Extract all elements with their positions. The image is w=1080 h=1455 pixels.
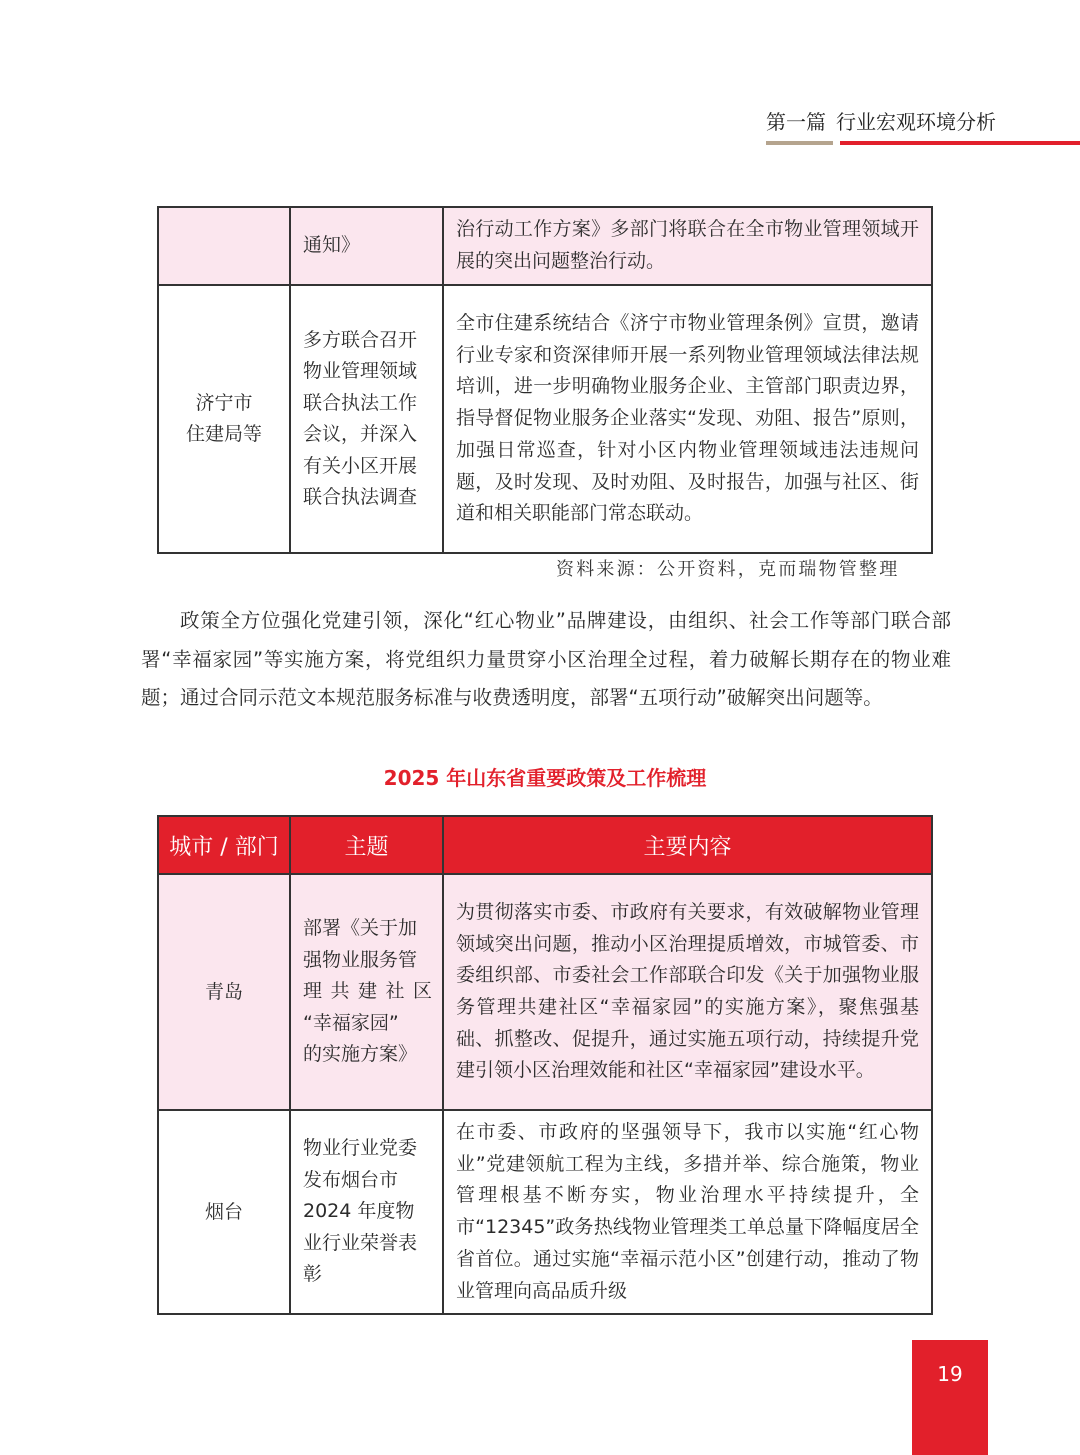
header-rule-red — [840, 141, 1080, 145]
content-cell: 为贯彻落实市委、市政府有关要求，有效破解物业管理领域突出问题，推动小区治理提质增效，市城管委、市委组织部、市委社会工作部联合印发《关于加强物业服务管理共建社区“幸福家园”的实施方案》，聚焦强基础、抓整改、促提升，通过实施五项行动，持续提升党建引领小区治理效能和社区“幸福家园”建设水平。 — [443, 874, 932, 1110]
source-note: 资料来源：公开资料，克而瑞物管整理 — [556, 559, 900, 580]
theme-line: 联合执法调查 — [303, 486, 418, 508]
city-cell: 青岛 — [158, 874, 290, 1110]
content-cell: 在市委、市政府的坚强领导下，我市以实施“红心物业”党建领航工程为主线，多措并举、综合施策，物业管理根基不断夯实，物业治理水平持续提升，全市“12345”政务热线物业管理类工单总量下降幅度居全省首位。通过实施“幸福示范小区”创建行动，推动了物业管理向高品质升级 — [443, 1110, 932, 1314]
page-number: 19 — [937, 1362, 963, 1386]
theme-line: 部署《关于加 — [303, 917, 418, 940]
theme-line: 的实施方案》 — [303, 1043, 418, 1066]
theme-cell: 通知》 — [290, 207, 443, 285]
table-title: 2025 年山东省重要政策及工作梳理 — [383, 766, 707, 790]
table-header-row — [158, 816, 932, 874]
theme-line: 会议，并深入 — [303, 423, 418, 445]
theme-line: 有关小区开展 — [303, 454, 418, 477]
theme-line: 物业行业党委 — [303, 1137, 418, 1160]
column-header-theme: 主题 — [290, 816, 443, 874]
theme-line: 强物业服务管 — [303, 948, 418, 971]
city-cell — [158, 207, 290, 285]
theme-line: 业行业荣誉表 — [303, 1231, 418, 1254]
policy-table-continued — [157, 206, 933, 554]
column-header-city: 城市 / 部门 — [158, 816, 290, 874]
city-line: 济宁市 — [195, 392, 253, 414]
theme-line: 2024 年度物 — [303, 1200, 415, 1223]
theme-line: 理共建社区 — [303, 980, 432, 1003]
header-rule-gray — [766, 141, 833, 145]
theme-line: 多方联合召开 — [303, 328, 418, 351]
table-row — [158, 207, 932, 285]
table-row — [158, 1110, 932, 1314]
theme-line: “幸福家园” — [303, 1011, 399, 1034]
body-paragraph: 政策全方位强化党建引领，深化“红心物业”品牌建设，由组织、社会工作等部门联合部署“幸福家园”等实施方案，将党组织力量贯穿小区治理全过程，着力破解长期存在的物业难题；通过合同示范文本规范服务标准与收费透明度，部署“五项行动”破解突出问题等。 — [141, 609, 951, 709]
theme-line: 物业管理领域 — [303, 360, 418, 382]
city-line: 住建局等 — [185, 423, 262, 445]
city-cell: 烟台 — [158, 1110, 290, 1314]
theme-line: 彰 — [303, 1263, 323, 1286]
theme-line: 发布烟台市 — [303, 1168, 399, 1191]
page-header — [766, 106, 996, 135]
content-cell: 全市住建系统结合《济宁市物业管理条例》宣贯，邀请行业专家和资深律师开展一系列物业管理领域法律法规培训，进一步明确物业服务企业、主管部门职责边界，指导督促物业服务企业落实“发现、劝阻、报告”原则，加强日常巡查，针对小区内物业管理领域违法违规问题，及时发现、及时劝阻、及时报告，加强与社区、街道和相关职能部门常态联动。 — [443, 285, 932, 553]
header-title: 行业宏观环境分析 — [836, 110, 996, 134]
column-header-content: 主要内容 — [443, 816, 932, 874]
city-cell — [158, 285, 290, 553]
theme-cell — [290, 285, 443, 553]
content-cell: 治行动工作方案》多部门将联合在全市物业管理领域开展的突出问题整治行动。 — [443, 207, 932, 285]
table-row — [158, 874, 932, 1110]
theme-cell — [290, 1110, 443, 1314]
header-part: 第一篇 — [766, 110, 826, 134]
theme-line: 联合执法工作 — [303, 391, 418, 414]
shandong-policy-table — [157, 815, 933, 1315]
page-number-badge — [912, 1340, 988, 1455]
table-row — [158, 285, 932, 553]
theme-cell — [290, 874, 443, 1110]
